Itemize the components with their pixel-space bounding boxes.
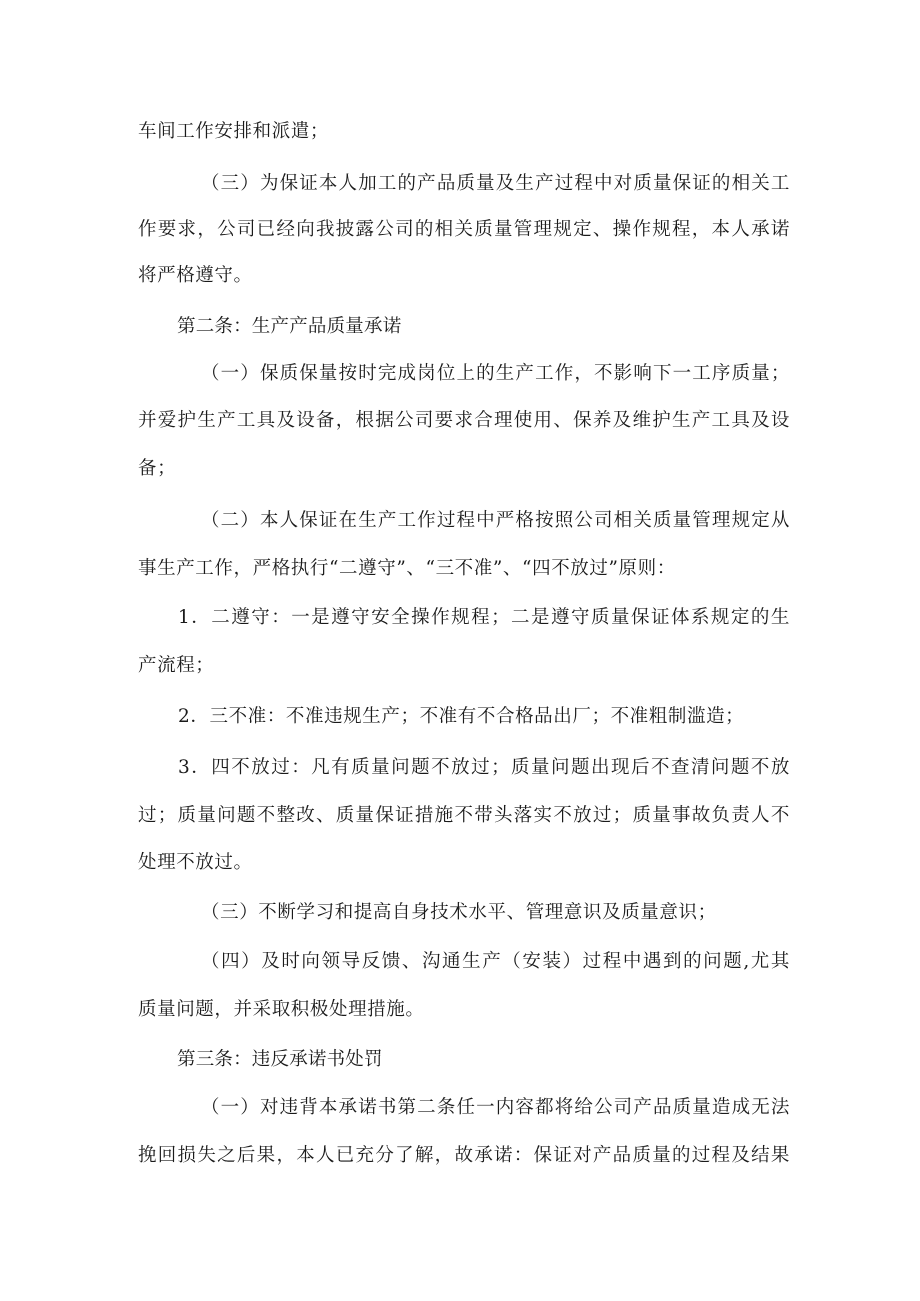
list-item-line: 2．三不准：不准违规生产；不准有不合格品出厂；不准粗制滥造； bbox=[178, 706, 745, 727]
section-heading: 第三条：违反承诺书处罚 bbox=[177, 1049, 383, 1070]
paragraph-line: 将严格遵守。 bbox=[138, 265, 253, 286]
paragraph-line: 备； bbox=[138, 458, 177, 479]
paragraph-line: 质量问题，并采取积极处理措施。 bbox=[138, 999, 425, 1020]
paragraph-line: （三）为保证本人加工的产品质量及生产过程中对质量保证的相关工 bbox=[201, 173, 790, 194]
list-item-line: 过；质量问题不整改、质量保证措施不带头落实不放过；质量事故负责人不 bbox=[138, 805, 790, 826]
paragraph-line: 作要求，公司已经向我披露公司的相关质量管理规定、操作规程，本人承诺 bbox=[138, 219, 790, 240]
list-item-line: 处理不放过。 bbox=[138, 852, 253, 873]
paragraph-line: 并爱护生产工具及设备，根据公司要求合理使用、保养及维护生产工具及设 bbox=[138, 410, 790, 431]
text-line: 车间工作安排和派遣； bbox=[138, 121, 330, 142]
paragraph-line: 挽回损失之后果，本人已充分了解，故承诺：保证对产品质量的过程及结果 bbox=[138, 1145, 790, 1166]
section-heading: 第二条：生产产品质量承诺 bbox=[177, 316, 402, 337]
paragraph-line: （四）及时向领导反馈、沟通生产（安装）过程中遇到的问题,尤其 bbox=[201, 951, 790, 972]
list-item-line: 1．二遵守：一是遵守安全操作规程；二是遵守质量保证体系规定的生 bbox=[178, 607, 790, 628]
paragraph-line: （二）本人保证在生产工作过程中严格按照公司相关质量管理规定从 bbox=[201, 510, 790, 531]
paragraph-line: （一）保质保量按时完成岗位上的生产工作，不影响下一工序质量； bbox=[201, 363, 790, 384]
paragraph-line: （一）对违背本承诺书第二条任一内容都将给公司产品质量造成无法 bbox=[201, 1097, 790, 1118]
list-item-line: 3．四不放过：凡有质量问题不放过；质量问题出现后不查清问题不放 bbox=[178, 757, 790, 778]
list-item-line: 产流程； bbox=[138, 655, 215, 676]
paragraph-line: （三）不断学习和提高自身技术水平、管理意识及质量意识； bbox=[201, 902, 717, 923]
paragraph-line: 事生产工作，严格执行“二遵守”、“三不准”、“四不放过”原则： bbox=[138, 558, 676, 579]
